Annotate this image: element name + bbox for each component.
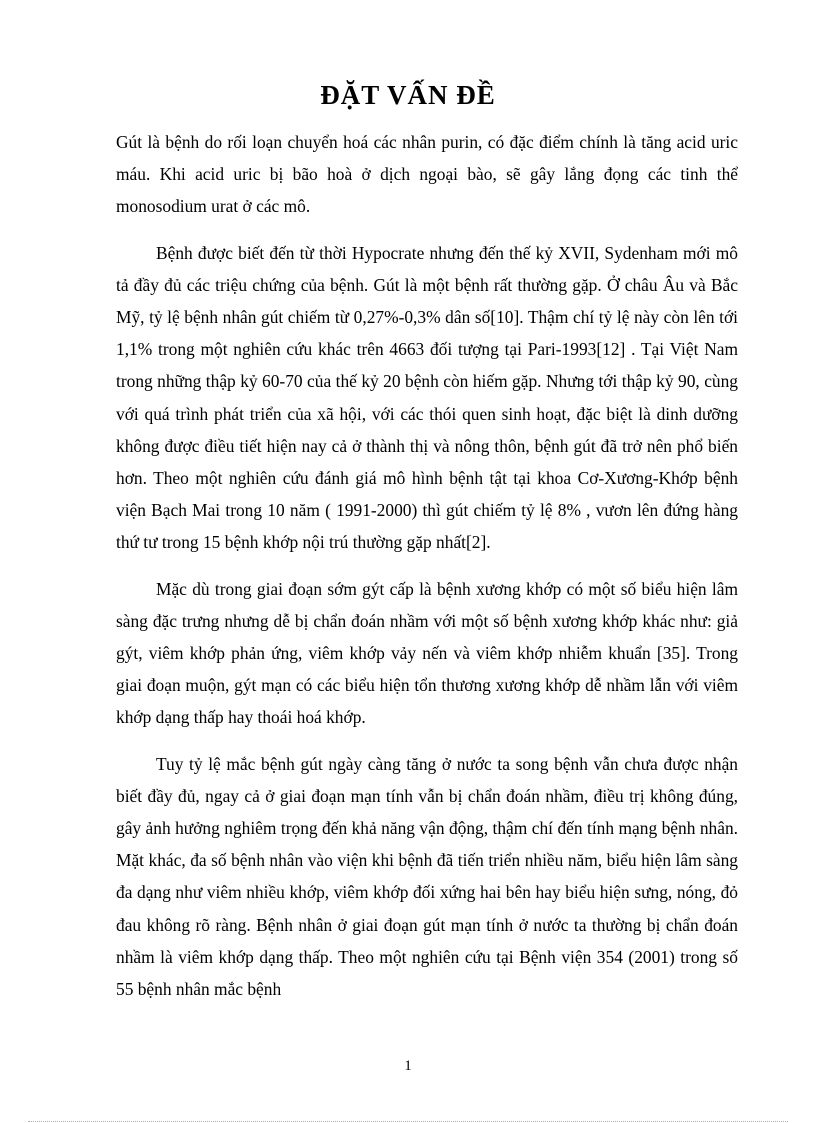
paragraph-3: Mặc dù trong giai đoạn sớm gýt cấp là bệnh xương khớp có một số biểu hiện lâm sàng đặc trưng nhưng dễ bị chẩn đoán nhầm với một số bệnh xương khớp khác như: giả gýt, viêm khớp phản ứng, viêm khớp vảy nến và viêm khớp nhiễm khuẩn [35]. Trong giai đoạn muộn, gýt mạn có các biểu hiện tổn thương xương khớp dễ nhầm lẫn với viêm khớp dạng thấp hay thoái hoá khớp. bbox=[116, 578, 738, 728]
paragraph-1: Gút là bệnh do rối loạn chuyển hoá các nhân purin, có đặc điểm chính là tăng acid uric máu. Khi acid uric bị bão hoà ở dịch ngoại bào, sẽ gây lắng đọng các tinh thể monosodium urat ở các mô. bbox=[116, 132, 738, 217]
page-title: ĐẶT VẤN ĐỀ bbox=[320, 80, 496, 110]
body-text bbox=[116, 126, 738, 1019]
page-break-divider bbox=[28, 1121, 788, 1122]
paragraph-2: Bệnh được biết đến từ thời Hypocrate nhưng đến thế kỷ XVII, Sydenham mới mô tả đầy đủ các triệu chứng của bệnh. Gút là một bệnh rất thường gặp. Ở châu Âu và Bắc Mỹ, tỷ lệ bệnh nhân gút chiếm từ 0,27%-0,3% dân số[10]. Thậm chí tỷ lệ này còn lên tới 1,1% trong một nghiên cứu khác trên 4663 đối tượng tại Pari-1993[12] . Tại Việt Nam trong những thập kỷ 60-70 của thế kỷ 20 bệnh còn hiếm gặp. Nhưng tới thập kỷ 90, cùng với quá trình phát triển của xã hội, với các thói quen sinh hoạt, đặc biệt là dinh dưỡng không được điều tiết hiện nay cả ở thành thị và nông thôn, bệnh gút đã trở nên phổ biến hơn. Theo một nghiên cứu đánh giá mô hình bệnh tật tại khoa Cơ-Xương-Khớp bệnh viện Bạch Mai trong 10 năm ( 1991-2000) thì gút chiếm tỷ lệ 8% , vươn lên đứng hàng thứ tư trong 15 bệnh khớp nội trú thường gặp nhất[2]. bbox=[116, 242, 738, 553]
page-number: 1 bbox=[404, 1058, 412, 1074]
paragraph-4: Tuy tỷ lệ mắc bệnh gút ngày càng tăng ở nước ta song bệnh vẫn chưa được nhận biết đầy đủ, ngay cả ở giai đoạn mạn tính vẫn bị chẩn đoán nhầm, điều trị không đúng, gây ảnh hưởng nghiêm trọng đến khả năng vận động, thậm chí đến tính mạng bệnh nhân. Mặt khác, đa số bệnh nhân vào viện khi bệnh đã tiến triển nhiều năm, biểu hiện lâm sàng đa dạng như viêm nhiều khớp, viêm khớp đối xứng hai bên hay biểu hiện sưng, nóng, đỏ đau không rõ ràng. Bệnh nhân ở giai đoạn gút mạn tính ở nước ta thường bị chẩn đoán nhầm là viêm khớp dạng thấp. Theo một nghiên cứu tại Bệnh viện 354 (2001) trong số 55 bệnh nhân mắc bệnh bbox=[116, 753, 738, 1000]
